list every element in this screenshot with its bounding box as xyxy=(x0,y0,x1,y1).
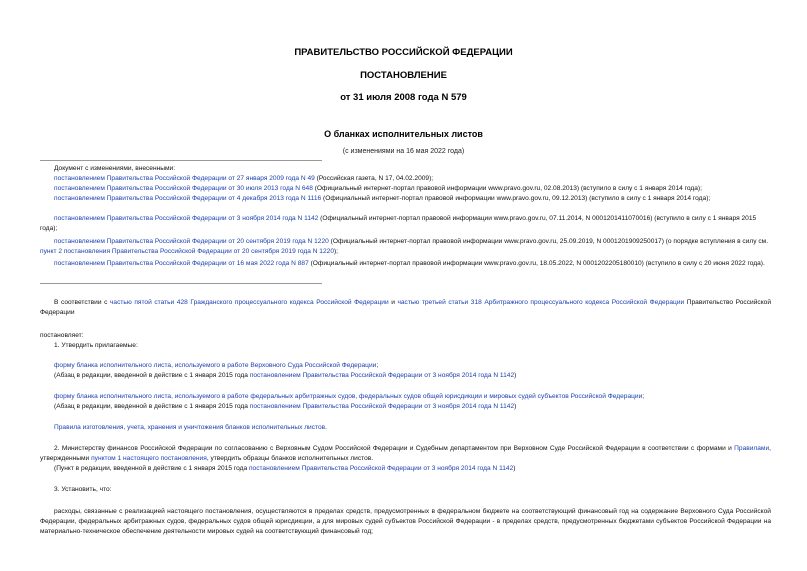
change-link-5[interactable]: постановлением Правительства Российской Федерации от 20 сентября 2019 года N 1220 xyxy=(54,238,329,245)
item3-lead: 3. Установить, что: xyxy=(54,486,112,493)
change-link-4[interactable]: постановлением Правительства Российской Федерации от 3 ноября 2014 года N 1142 xyxy=(54,215,319,222)
change-link-1[interactable]: постановлением Правительства Российской Федерации от 27 января 2009 года N 49 xyxy=(54,175,315,182)
change-link-2[interactable]: постановлением Правительства Российской Федерации от 30 июля 2013 года N 648 xyxy=(54,185,313,192)
government-heading: ПРАВИТЕЛЬСТВО РОССИЙСКОЙ ФЕДЕРАЦИИ xyxy=(294,47,513,58)
divider-bottom xyxy=(40,283,322,284)
item2-note: (Пункт в редакции, введенной в действие с 1 января 2015 года постановлением Правительства Российской Федерации от 3 ноября 2014 года N 1142) xyxy=(54,465,516,472)
changes-intro: Документ с изменениями, внесенными: xyxy=(54,165,176,172)
item1-rules: Правила изготовления, учета, хранения и уничтожения бланков исполнительных листов. xyxy=(54,424,327,431)
arbitration-procedure-link[interactable]: частью третьей статьи 318 Арбитражного процессуального кодекса Российской Федерации xyxy=(397,299,685,306)
rules-link[interactable]: Правила изготовления, учета, хранения и уничтожения бланков исполнительных листов xyxy=(54,424,326,431)
note-link-1142-c[interactable]: постановлением Правительства Российской Федерации от 3 ноября 2014 года N 1142 xyxy=(248,465,514,472)
item1-sub1-note: (Абзац в редакции, введенной в действие с 1 января 2015 года постановлением Правительства Российской Федерации от 3 ноября 2014 года N 1142) xyxy=(54,372,517,379)
change-link-3[interactable]: постановлением Правительства Российской Федерации от 4 декабря 2013 года N 1116 xyxy=(54,195,322,202)
supreme-court-form-link[interactable]: форму бланка исполнительного листа, используемого в работе Верховного Суда Российской Федерации xyxy=(54,362,377,369)
change-item-5: постановлением Правительства Российской Федерации от 20 сентября 2019 года N 1220 (Официальный интернет-портал правовой информации www.pravo.gov.ru, 25.09.2019, N 0001201909250017) (о порядке вступления в силу см. пункт 2 постановления Правительства Российской Федерации от 20 сентября 2019 года N 1220); xyxy=(40,238,769,255)
item1-lead: 1. Утвердить прилагаемые: xyxy=(54,342,138,349)
item1-sub1: форму бланка исполнительного листа, используемого в работе Верховного Суда Российской Федерации; xyxy=(54,362,379,369)
doc-type-heading: ПОСТАНОВЛЕНИЕ xyxy=(360,70,447,81)
item3-text: расходы, связанные с реализацией настоящего постановления, осуществляются в пределах средств, предусмотренных в федеральном бюджете на соответствующий финансовый год на содержание Верховного Суда Российской Федерации, федеральных арбитражных судов, федеральных судов общей юрисдикции, а для мировых судей субъектов Российской Федерации - в пределах средств, предусмотренных бюджетами субъектов Российской Федерации на материально-техническое обеспечение деятельности мировых судей на соответствующий финансовый год; xyxy=(40,508,771,535)
change-item-2: постановлением Правительства Российской Федерации от 30 июля 2013 года N 648 (Официальный интернет-портал правовой информации www.pravo.gov.ru, 02.08.2013) (вступило в силу с 1 января 2014 года); xyxy=(54,185,702,192)
change-link-5b[interactable]: пункт 2 постановления Правительства Российской Федерации от 20 сентября 2019 года N 1220 xyxy=(40,248,334,255)
item1-sub2-note: (Абзац в редакции, введенной в действие с 1 января 2015 года постановлением Правительства Российской Федерации от 3 ноября 2014 года N 1142) xyxy=(54,403,517,410)
change-item-6: постановлением Правительства Российской Федерации от 16 мая 2022 года N 887 (Официальный интернет-портал правовой информации www.pravo.gov.ru, 18.05.2022, N 0001202205180010) (вступило в силу с 20 июня 2022 года). xyxy=(54,260,765,267)
change-item-1: постановлением Правительства Российской Федерации от 27 января 2009 года N 49 (Российская газета, N 17, 04.02.2009); xyxy=(54,175,434,182)
note-link-1142-a[interactable]: постановлением Правительства Российской Федерации от 3 ноября 2014 года N 1142 xyxy=(249,372,515,379)
civil-procedure-link[interactable]: частью пятой статьи 428 Гражданского процессуального кодекса Российской Федерации xyxy=(109,299,389,306)
document-title: О бланках исполнительных листов xyxy=(324,129,483,139)
item2-text: 2. Министерству финансов Российской Федерации по согласованию с Верховным Судом Российской Федерации и Судебным департаментом при Верховном Суде Российской Федерации в соответствии с формами и Правилами, утвержденными пунктом 1 настоящего постановления, утвердить образцы бланков исполнительных листов. xyxy=(40,445,771,462)
clause1-link[interactable]: пунктом 1 настоящего постановления xyxy=(91,455,207,462)
divider-top xyxy=(40,160,322,161)
item1-sub2: форму бланка исполнительного листа, используемого в работе федеральных арбитражных судов, федеральных судов общей юрисдикции и мировых судей субъектов Российской Федерации; xyxy=(54,393,645,400)
note-link-1142-b[interactable]: постановлением Правительства Российской Федерации от 3 ноября 2014 года N 1142 xyxy=(249,403,515,410)
rules-link-2[interactable]: Правилами xyxy=(734,445,770,452)
date-number-heading: от 31 июля 2008 года N 579 xyxy=(340,92,467,103)
amendment-note: (с изменениями на 16 мая 2022 года) xyxy=(342,148,465,155)
preamble: В соответствии с частью пятой статьи 428 Гражданского процессуального кодекса Российской Федерации и частью третьей статьи 318 Арбитражного процессуального кодекса Российской Федерации Правительство Российской Федерации xyxy=(40,299,772,316)
change-link-6[interactable]: постановлением Правительства Российской Федерации от 16 мая 2022 года N 887 xyxy=(54,260,309,267)
change-item-3: постановлением Правительства Российской Федерации от 4 декабря 2013 года N 1116 (Официальный интернет-портал правовой информации www.pravo.gov.ru, 09.12.2013) (вступило в силу с 1 января 2014 года); xyxy=(54,195,711,202)
federal-courts-form-link[interactable]: форму бланка исполнительного листа, используемого в работе федеральных арбитражных судов, федеральных судов общей юрисдикции и мировых судей субъектов Российской Федерации xyxy=(54,393,643,400)
decides-text: постановляет: xyxy=(40,332,84,339)
change-item-4: постановлением Правительства Российской Федерации от 3 ноября 2014 года N 1142 (Официальный интернет-портал правовой информации www.pravo.gov.ru, 07.11.2014, N 0001201411070016) (вступило в силу с 1 января 2015 года); xyxy=(40,215,757,232)
